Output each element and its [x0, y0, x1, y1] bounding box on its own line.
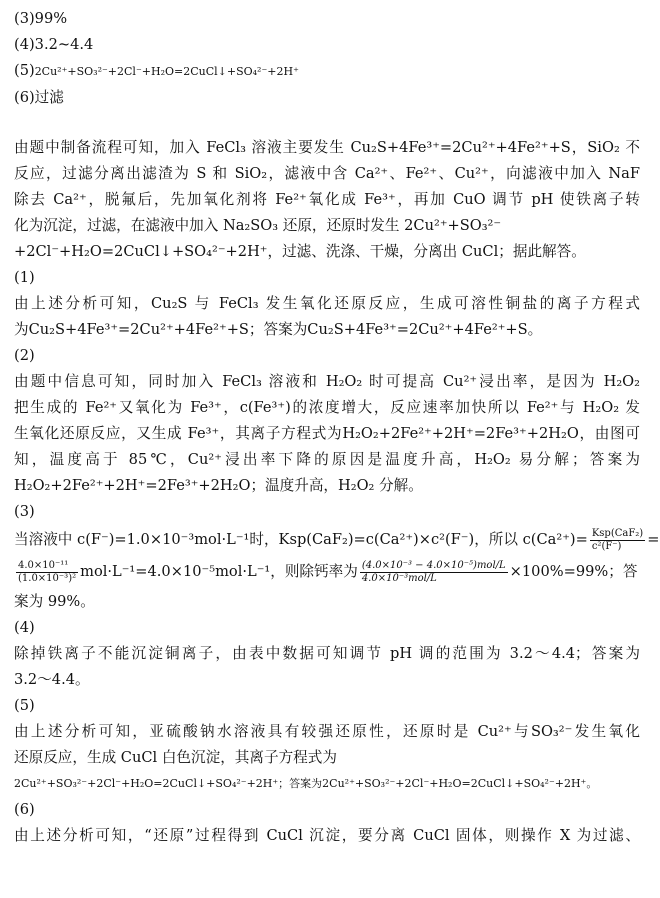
section-3-line-1-text: 当溶液中 c(F⁻)=1.0×10⁻³mol·L⁻¹时，Ksp(CaF₂)=c(Ca²⁺)×c²(F⁻)，所以 c(Ca²⁺)=: [14, 531, 588, 548]
section-1-line-1: 由上述分析可知，Cu₂S 与 FeCl₃ 发生氧化还原反应，生成可溶性铜盐的离子方程式: [14, 295, 640, 312]
section-4-line-2: 3.2～4.4。: [14, 671, 90, 688]
section-6-line-1: 由上述分析可知，“还原”过程得到 CuCl 沉淀，要分离 CuCl 固体，则操作 X 为过滤、: [14, 827, 640, 844]
rate-fraction-denominator: 4.0×10⁻³mol/L: [361, 572, 437, 584]
answer-5-equation: 2Cu²⁺+SO₃²⁻+2Cl⁻+H₂O=2CuCl↓+SO₄²⁻+2H⁺: [34, 65, 299, 78]
answer-6: (6)过滤: [14, 89, 64, 106]
answer-5-label: (5): [14, 62, 35, 79]
answer-list: [14, 6, 640, 111]
value-fraction-numerator: 4.0×10⁻¹¹: [16, 560, 78, 573]
analysis-line-5: +2Cl⁻+H₂O=2CuCl↓+SO₄²⁻+2H⁺，过滤、洗涤、干燥，分离出 CuCl；据此解答。: [14, 243, 586, 260]
ksp-fraction-denominator: c²(F⁻): [591, 540, 622, 552]
section-2: [14, 343, 640, 499]
answer-3: (3)99%: [14, 10, 68, 27]
section-3-line-3: 案为 99%。: [14, 593, 95, 610]
section-6-label: (6): [14, 801, 35, 818]
analysis-line-2: 反应，过滤分离出滤渣为 S 和 SiO₂，滤液中含 Ca²⁺、Fe²⁺、Cu²⁺，向滤液中加入 NaF: [14, 165, 640, 182]
section-3-label: (3): [14, 503, 35, 520]
analysis-line-3: 除去 Ca²⁺，脱氟后，先加氧化剂将 Fe²⁺氧化成 Fe³⁺，再加 CuO 调节 pH 使铁离子转: [14, 191, 640, 208]
section-2-line-4: 知，温度高于 85℃，Cu²⁺浸出率下降的原因是温度升高，H₂O₂ 易分解；答案为: [14, 451, 640, 468]
answer-5: [14, 58, 640, 85]
section-1: [14, 265, 640, 343]
rate-fraction-numerator: (4.0×10⁻³ − 4.0×10⁻⁵)mol/L: [361, 559, 506, 571]
section-3-line-2-tail: ×100%=99%；答: [509, 563, 638, 580]
analysis-line-1: 由题中制备流程可知，加入 FeCl₃ 溶液主要发生 Cu₂S+4Fe³⁺=2Cu²⁺+4Fe²⁺+S，SiO₂ 不: [14, 139, 640, 156]
section-1-label: (1): [14, 269, 35, 286]
analysis-paragraph: [14, 135, 640, 265]
section-5: [14, 693, 640, 797]
section-3: [14, 499, 660, 615]
section-4-label: (4): [14, 619, 35, 636]
section-2-line-2: 把生成的 Fe²⁺又氧化为 Fe³⁺，c(Fe³⁺)的浓度增大，反应速率加快所以 Fe²⁺与 H₂O₂ 发: [14, 399, 640, 416]
section-6: [14, 797, 640, 849]
section-5-label: (5): [14, 697, 35, 714]
section-2-line-1: 由题中信息可知，同时加入 FeCl₃ 溶液和 H₂O₂ 时可提高 Cu²⁺浸出率，是因为 H₂O₂: [14, 373, 640, 390]
rate-fraction: [360, 560, 508, 585]
section-3-line-2: [14, 555, 640, 589]
section-3-line-1: [14, 525, 660, 555]
section-2-line-3: 生氧化还原反应，又生成 Fe³⁺，其离子方程式为H₂O₂+2Fe²⁺+2H⁺=2Fe³⁺+2H₂O，由图可: [14, 425, 640, 442]
section-5-line-2: 还原反应，生成 CuCl 白色沉淀，其离子方程式为: [14, 749, 337, 766]
section-4: [14, 615, 640, 693]
analysis-line-4: 化为沉淀，过滤，在滤液中加入 Na₂SO₃ 还原，还原时发生 2Cu²⁺+SO₃²⁻: [14, 217, 502, 234]
ksp-fraction: [590, 528, 645, 553]
section-2-line-5: H₂O₂+2Fe²⁺+2H⁺=2Fe³⁺+2H₂O；温度升高，H₂O₂ 分解。: [14, 477, 423, 494]
ksp-fraction-numerator: Ksp(CaF₂): [591, 527, 644, 539]
value-fraction-denominator: (1.0×10⁻³)²: [18, 572, 77, 584]
section-3-equals: =: [647, 531, 660, 548]
section-3-line-2-text: mol·L⁻¹=4.0×10⁻⁵mol·L⁻¹，则除钙率为: [80, 563, 358, 580]
section-5-line-3: 2Cu²⁺+SO₃²⁻+2Cl⁻+H₂O=2CuCl↓+SO₄²⁻+2H⁺；答案为2Cu²⁺+SO₃²⁻+2Cl⁻+H₂O=2CuCl↓+SO₄²⁻+2H⁺。: [14, 777, 598, 790]
section-1-line-2: 为Cu₂S+4Fe³⁺=2Cu²⁺+4Fe²⁺+S；答案为Cu₂S+4Fe³⁺=2Cu²⁺+4Fe²⁺+S。: [14, 321, 543, 338]
answer-4: (4)3.2~4.4: [14, 36, 94, 53]
value-fraction: [16, 560, 78, 585]
section-5-line-1: 由上述分析可知，亚硫酸钠水溶液具有较强还原性，还原时是 Cu²⁺与SO₃²⁻发生氧化: [14, 723, 640, 740]
section-4-line-1: 除掉铁离子不能沉淀铜离子，由表中数据可知调节 pH 调的范围为 3.2～4.4；答案为: [14, 645, 640, 662]
section-2-label: (2): [14, 347, 35, 364]
